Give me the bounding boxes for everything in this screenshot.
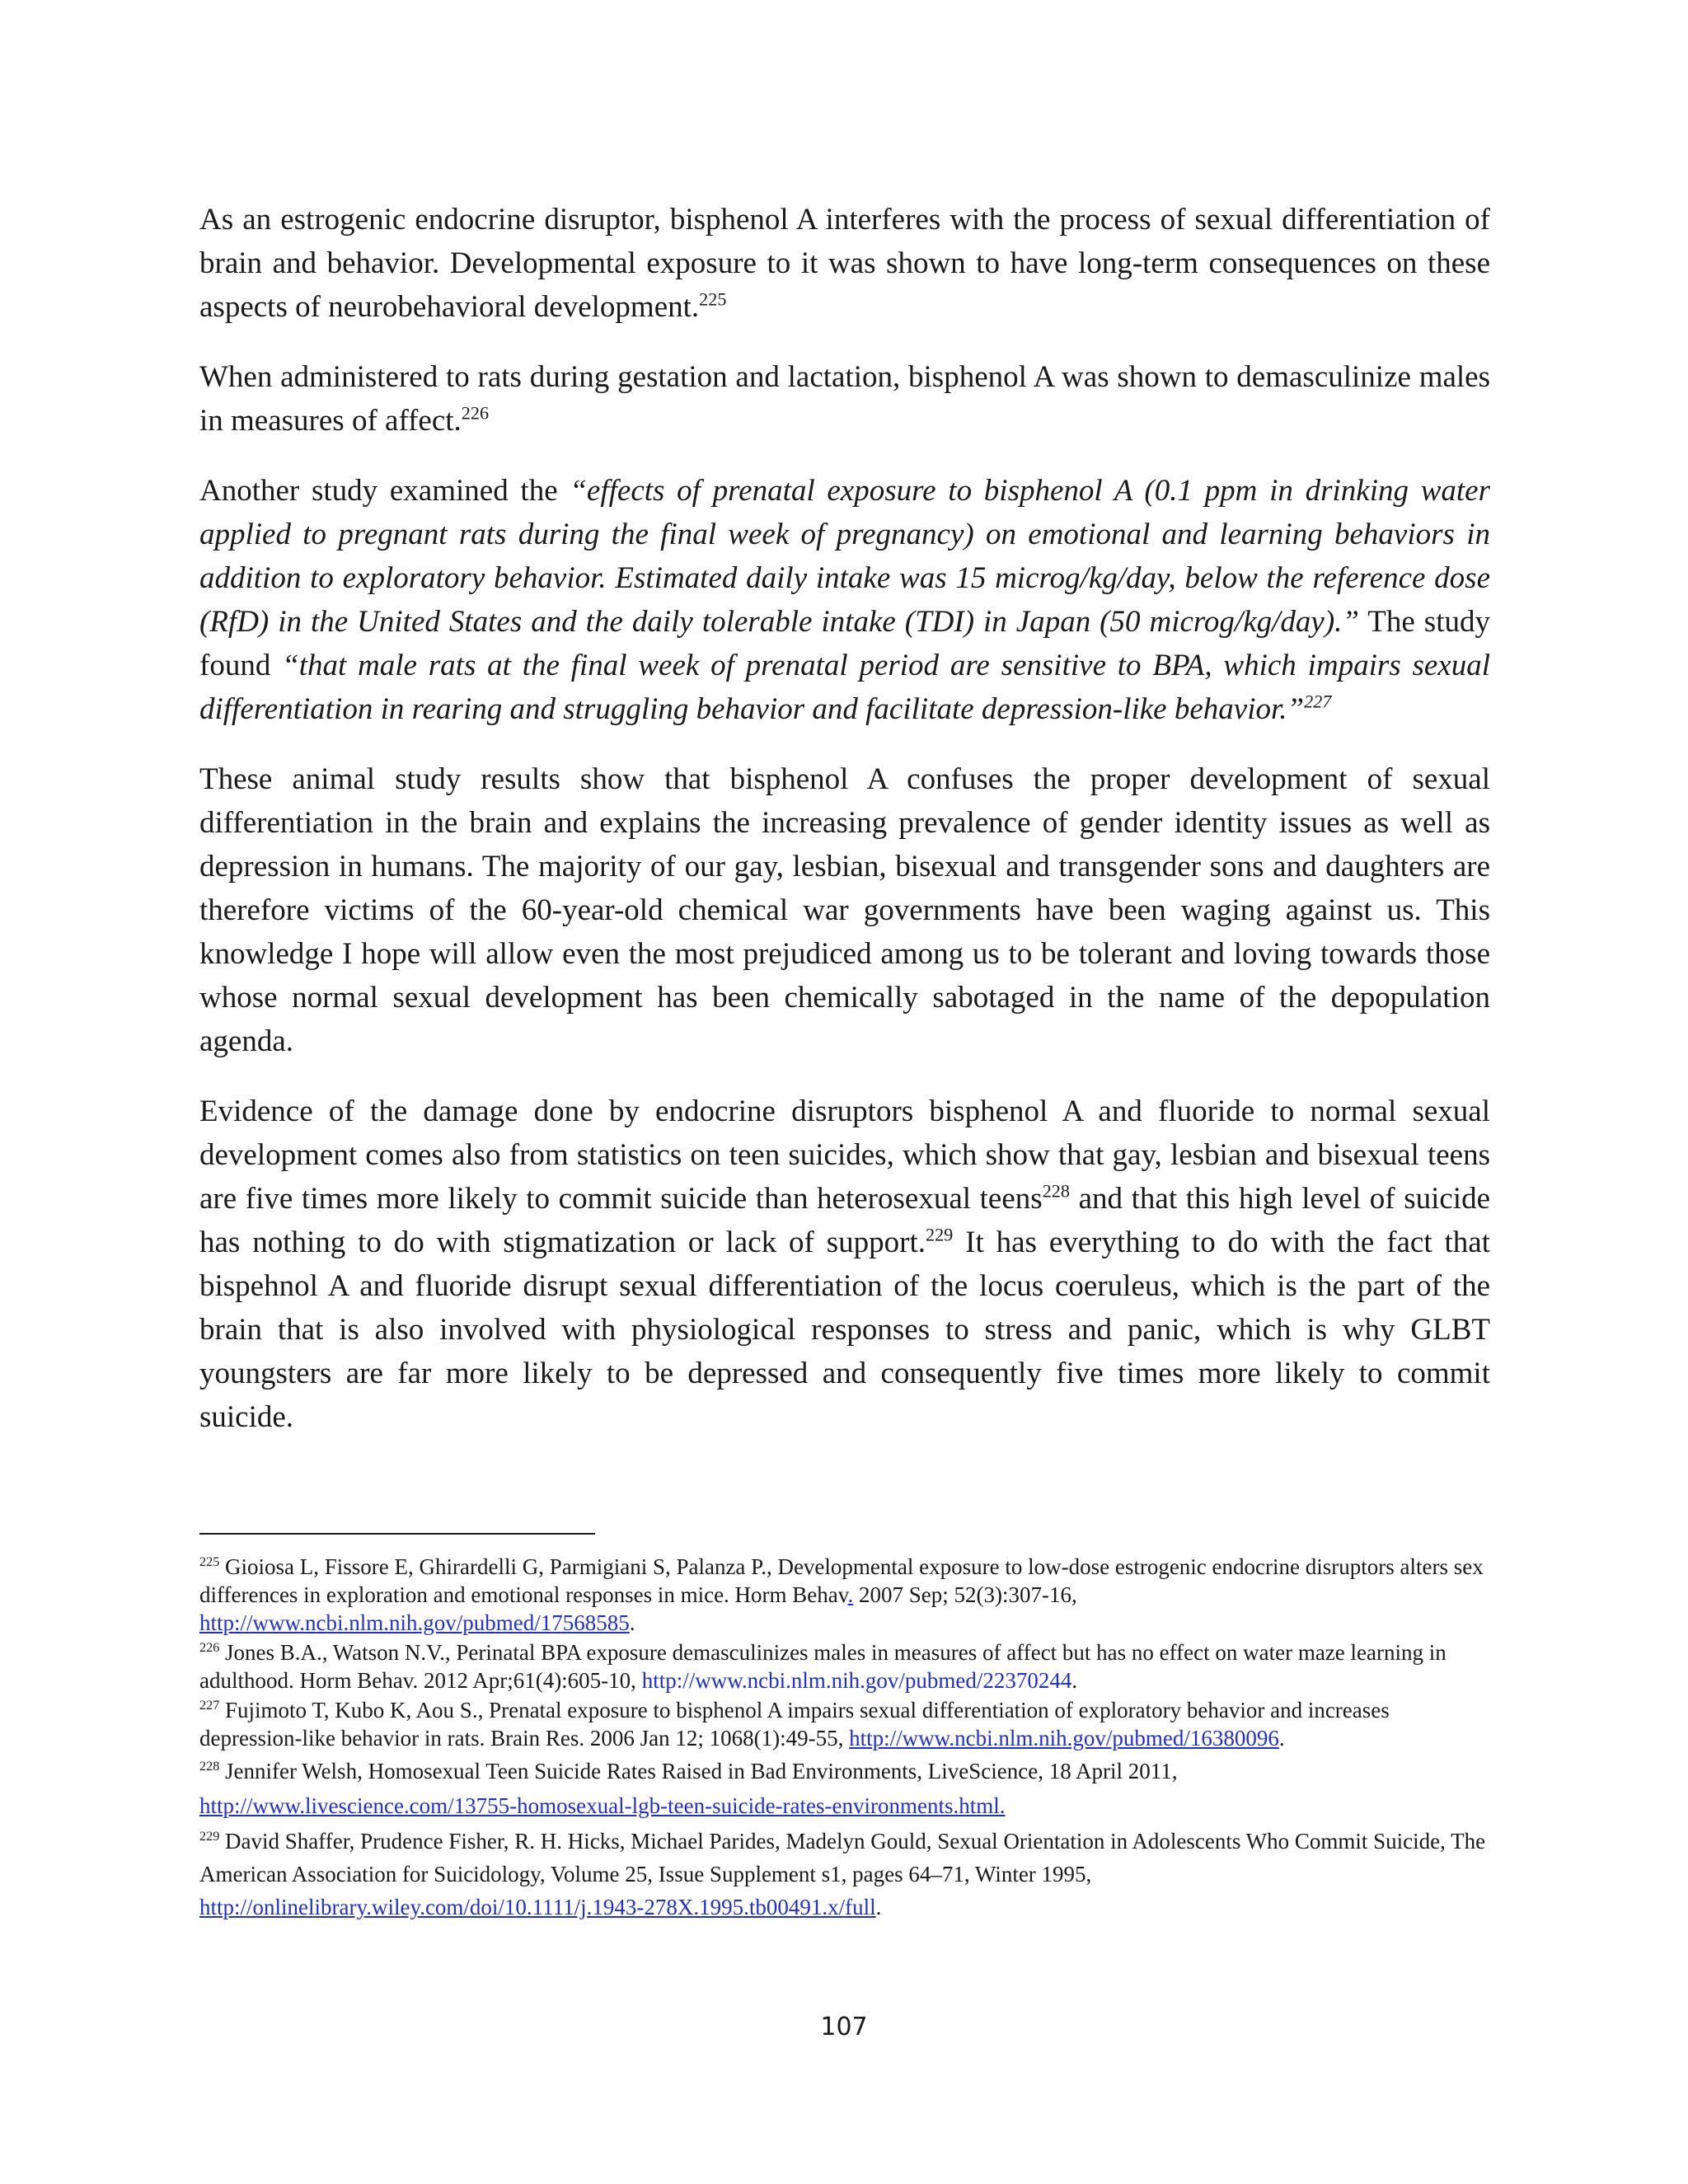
paragraph-4 — [199, 757, 1490, 1063]
footnote-link-227[interactable]: http://www.ncbi.nlm.nih.gov/pubmed/16380096 — [849, 1726, 1279, 1750]
paragraph-1-text: As an estrogenic endocrine disruptor, bisphenol A interferes with the process of sexual differentiation of brain and behavior. Developmental exposure to it was shown to have long-term consequences on these aspects of neurobehavioral development. — [199, 203, 1490, 324]
paragraph-5-part-2: and that this high level of suicide has nothing to do with stigmatization or lack of support. — [199, 1182, 1490, 1259]
footnote-text: Jones B.A., Watson N.V., Perinatal BPA exposure demasculinizes males in measures of affect but has no effect on water maze learning in adulthood. Horm Behav. 2012 Apr;61(4):605-10, — [199, 1640, 1447, 1693]
paragraph-1 — [199, 198, 1490, 329]
footnote-ref-228[interactable]: 228 — [1042, 1180, 1070, 1202]
footnote-link[interactable]: . — [847, 1582, 854, 1607]
footnote-number: 226 — [199, 1640, 220, 1655]
footnote-period: . — [629, 1610, 635, 1635]
footnote-text: Fujimoto T, Kubo K, Aou S., Prenatal exposure to bisphenol A impairs sexual differentiation of exploratory behavior and increases depression-like behavior in rats. Brain Res. 2006 Jan 12; 1068(1):49-55, — [199, 1698, 1390, 1750]
paragraph-3 — [199, 469, 1490, 731]
paragraph-5-part-3: It has everything to do with the fact that bispehnol A and fluoride disrupt sexual differentiation of the locus coeruleus, which is the part of the brain that is also involved with physiological responses to stress and panic, which is why GLBT youngsters are far more likely to be depressed and consequently five times more likely to commit suicide. — [199, 1226, 1490, 1434]
paragraph-4-text: These animal study results show that bisphenol A confuses the proper development of sexual differentiation in the brain and explains the increasing prevalence of gender identity issues as well as depression in humans. The majority of our gay, lesbian, bisexual and transgender sons and daughters are therefore victims of the 60-year-old chemical war governments have been waging against us. This knowledge I hope will allow even the most prejudiced among us to be tolerant and loving towards those whose normal sexual development has been chemically sabotaged in the name of the depopulation agenda. — [199, 762, 1490, 1058]
footnote-number: 228 — [199, 1759, 220, 1774]
paragraph-2-text: When administered to rats during gestation and lactation, bisphenol A was shown to demasculinize males in measures of affect. — [199, 360, 1490, 438]
footnote-number: 225 — [199, 1554, 220, 1569]
footnote-226 — [199, 1638, 1490, 1694]
footnote-number: 229 — [199, 1829, 220, 1844]
footnote-228 — [199, 1754, 1490, 1823]
paragraph-3-middle: The study found — [199, 605, 1490, 682]
footnote-229 — [199, 1825, 1490, 1924]
footnote-link-225[interactable]: http://www.ncbi.nlm.nih.gov/pubmed/17568585 — [199, 1610, 630, 1635]
footnote-number: 227 — [199, 1698, 220, 1713]
paragraph-2 — [199, 355, 1490, 443]
footnote-link-229[interactable]: http://onlinelibrary.wiley.com/doi/10.1111/j.1943-278X.1995.tb00491.x/full — [199, 1895, 876, 1919]
footnotes-section — [199, 1533, 1490, 1925]
footnote-text-cont: 2007 Sep; 52(3):307-16, — [853, 1582, 1077, 1607]
paragraph-3-quote-2: “that male rats at the final week of prenatal period are sensitive to BPA, which impairs sexual differentiation in rearing and struggling behavior and facilitate depression-like behavior.” — [199, 649, 1490, 726]
paragraph-5-part-1: Evidence of the damage done by endocrine disruptors bisphenol A and fluoride to normal sexual development comes also from statistics on teen suicides, which show that gay, lesbian and bisexual teens are five times more likely to commit suicide than heterosexual teens — [199, 1094, 1490, 1216]
footnote-ref-226[interactable]: 226 — [461, 402, 490, 424]
footnote-separator — [199, 1533, 595, 1535]
footnote-link-228[interactable]: http://www.livescience.com/13755-homosexual-lgb-teen-suicide-rates-environments.html. — [199, 1793, 1006, 1818]
footnote-link-226[interactable]: http://www.ncbi.nlm.nih.gov/pubmed/22370244 — [641, 1668, 1072, 1693]
footnote-ref-227[interactable]: 227 — [1304, 691, 1332, 712]
footnote-period: . — [1071, 1668, 1078, 1693]
footnote-text: Gioiosa L, Fissore E, Ghirardelli G, Parmigiani S, Palanza P., Developmental exposure to low-dose estrogenic endocrine disruptors alters sex differences in exploration and emotional responses in mice. Horm Behav — [199, 1554, 1484, 1607]
page-number: 107 — [820, 2013, 868, 2041]
footnote-text: David Shaffer, Prudence Fisher, R. H. Hicks, Michael Parides, Madelyn Gould, Sexual Orientation in Adolescents Who Commit Suicide, The American Association for Suicidology, Volume 25, Issue Supplement s1, pages 64–71, Winter 1995, — [199, 1829, 1486, 1886]
footnote-ref-229[interactable]: 229 — [925, 1224, 954, 1245]
paragraph-5 — [199, 1090, 1490, 1439]
paragraph-3-lead: Another study examined the — [199, 474, 570, 508]
main-body — [199, 198, 1490, 1465]
paragraph-3-quote-1: “effects of prenatal exposure to bisphenol A (0.1 ppm in drinking water applied to pregnant rats during the final week of pregnancy) on emotional and learning behaviors in addition to exploratory behavior. Estimated daily intake was 15 microg/kg/day, below the reference dose (RfD) in the United States and the daily tolerable intake (TDI) in Japan (50 microg/kg/day).” — [199, 474, 1490, 639]
footnote-period: . — [1278, 1726, 1285, 1750]
footnote-ref-225[interactable]: 225 — [699, 288, 727, 310]
footnote-text: Jennifer Welsh, Homosexual Teen Suicide Rates Raised in Bad Environments, LiveScience, 18 April 2011, — [219, 1759, 1178, 1783]
footnote-227 — [199, 1696, 1490, 1752]
footnote-period: . — [875, 1895, 882, 1919]
footnote-225 — [199, 1553, 1490, 1637]
